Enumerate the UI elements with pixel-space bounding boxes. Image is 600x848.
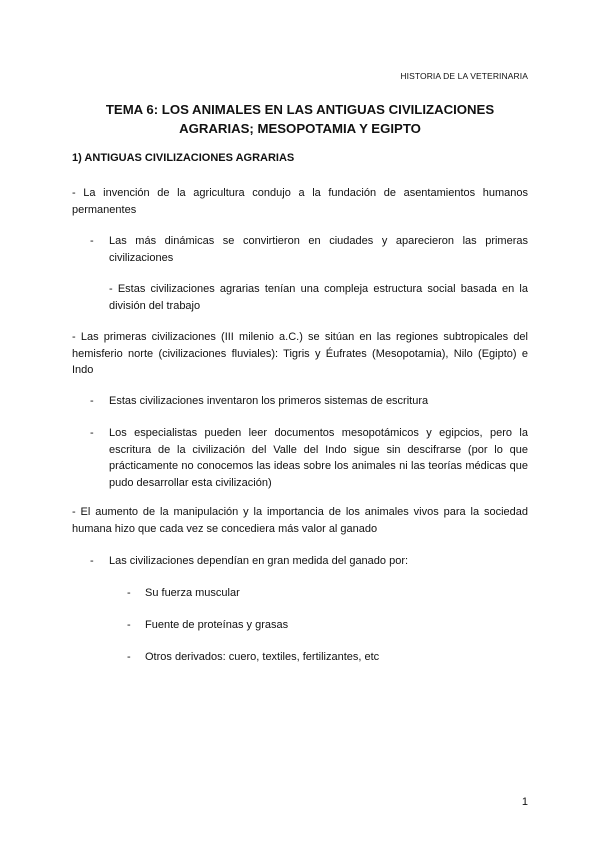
list-item-derivatives: Otros derivados: cuero, textiles, fertilizantes, etc [145,651,380,663]
list-item-specialists: Los especialistas pueden leer documentos mesopotámicos y egipcios, pero la escritura de la civilización del Valle del Indo sigue sin descifrarse (por lo que prácticamente no conocemos las ideas sobre los animales ni las teorías médicas que pudo desarrollar esta civilización) [109,427,528,489]
bullet-dash: - [127,587,131,599]
list-item-dependence: Las civilizaciones dependían en gran medida del ganado por: [109,555,409,567]
list-item-muscle: Su fuerza muscular [145,587,240,599]
title-line-1: TEMA 6: LOS ANIMALES EN LAS ANTIGUAS CIVILIZACIONES [105,102,495,117]
list-item-cities: Las más dinámicas se convirtieron en ciudades y aparecieron las primeras civilizaciones [109,235,528,264]
bullet-dash: - [127,619,131,631]
paragraph-social-structure: - Estas civilizaciones agrarias tenían una compleja estructura social basada en la división del trabajo [109,283,528,312]
page-title [72,100,528,138]
bullet-dash: - [127,651,131,663]
bullet-dash: - [90,427,94,439]
bullet-dash: - [90,235,94,247]
title-line-2: AGRARIAS; MESOPOTAMIA Y EGIPTO [179,121,421,136]
list-item-writing: Estas civilizaciones inventaron los primeros sistemas de escritura [109,395,429,407]
bullet-dash: - [90,395,94,407]
bullet-dash: - [90,555,94,567]
section-heading: 1) ANTIGUAS CIVILIZACIONES AGRARIAS [72,152,295,164]
paragraph-livestock: - El aumento de la manipulación y la importancia de los animales vivos para la sociedad humana hizo que cada vez se concediera más valor al ganado [72,506,528,535]
running-header: HISTORIA DE LA VETERINARIA [400,71,528,81]
paragraph-first-civilizations: - Las primeras civilizaciones (III milenio a.C.) se sitúan en las regiones subtropicales del hemisferio norte (civilizaciones fluviales): Tigris y Éufrates (Mesopotamia), Nilo (Egipto) e Indo [72,331,528,376]
paragraph-agriculture: - La invención de la agricultura condujo a la fundación de asentamientos humanos permanentes [72,187,528,216]
list-item-proteins: Fuente de proteínas y grasas [145,619,289,631]
page-number: 1 [521,796,528,808]
